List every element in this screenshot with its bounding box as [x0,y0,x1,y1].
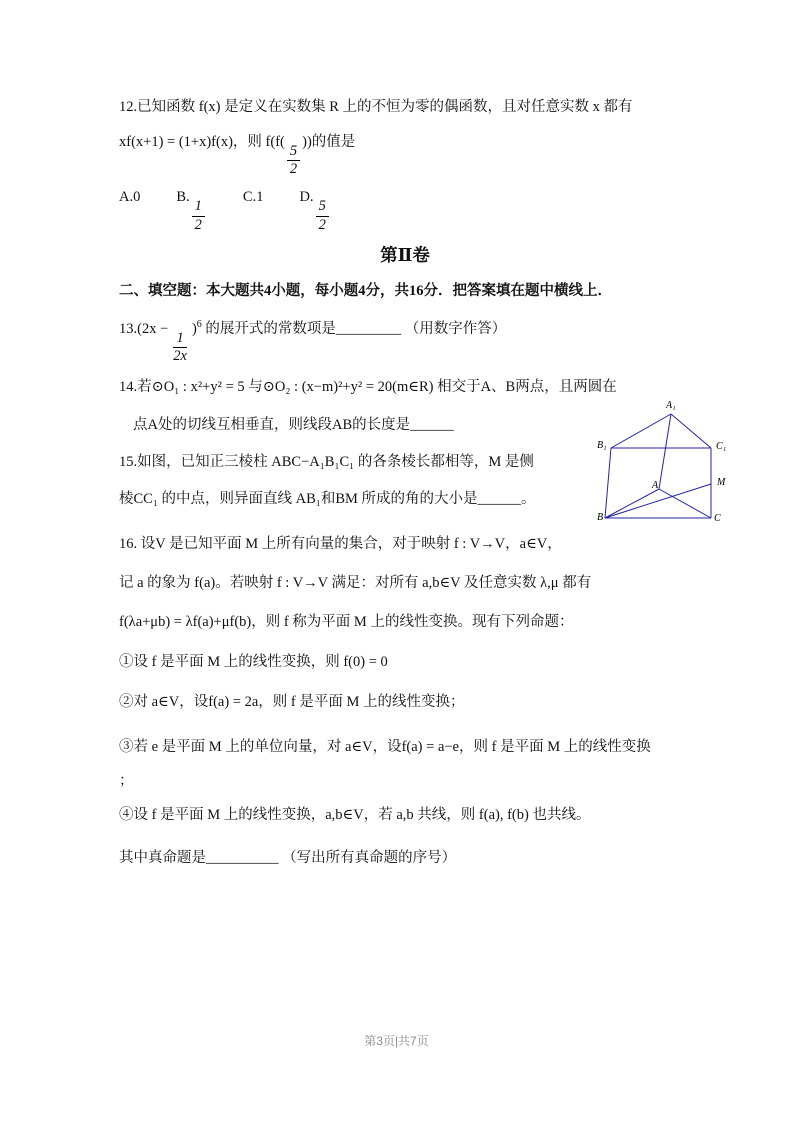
prism-lines [605,414,711,518]
fraction-denominator: 2x [173,347,187,364]
fraction-five-halves-option [316,199,329,232]
fraction-denominator: 2 [194,216,202,233]
question-16-item-3: ③若 e 是平面 M 上的单位向量，对 a∈V，设f(a) = a−e，则 f 是平面 M 上的线性变换 [119,739,651,756]
question-15-line-2: 棱CC₁ 的中点，则异面直线 AB₁和BM 所成的角的大小是______。 [119,491,536,508]
section-title: 第Ⅱ卷 [380,244,430,265]
section-instructions: 二、填空题：本大题共4小题，每小题4分，共16分．把答案填在题中横线上． [119,282,612,299]
question-16-line-2: 记 a 的象为 f(a)。若映射 f : V→V 满足：对所有 a,b∈V 及任意实数 λ,μ 都有 [119,575,592,592]
question-16-line-3: f(λa+μb) = λf(a)+μf(b)，则 f 称为平面 M 上的线性变换。现有下列命题： [119,614,574,631]
question-16-item-3-continued: ； [119,773,134,790]
fraction-denominator: 2 [289,161,298,178]
option-a: A.0 [119,189,141,206]
fraction-denominator: 2 [318,216,326,233]
question-12-line-1: 12.已知函数 f(x) 是定义在实数集 R 上的不恒为零的偶函数，且对任意实数 x 都有 [119,99,633,115]
vertex-label-b1: B₁ [597,440,607,451]
question-12-equation: xf(x+1) = (1+x)f(x)，则 f(f( [119,134,285,150]
question-13-tail: 的展开式的常数项是_________ （用数字作答） [201,320,507,337]
question-12-line-2 [119,132,691,177]
fraction-one-over-2x [170,331,190,364]
vertex-label-c: C [714,513,721,524]
question-15-line-1: 15.如图，已知正三棱柱 ABC−A₁B₁C₁ 的各条棱长都相等，M 是侧 [119,454,534,471]
fraction-numerator: 1 [192,199,205,216]
question-13-line [119,314,691,364]
fraction-numerator: 5 [287,144,300,161]
question-16-item-2: ②对 a∈V，设f(a) = 2a，则 f 是平面 M 上的线性变换； [119,694,465,711]
question-14-line-2: 点A处的切线互相垂直，则线段AB的长度是______ [133,417,454,434]
option-b [176,187,207,232]
q15-prism-figure [597,400,737,534]
vertex-label-a1: A₁ [666,400,676,411]
vertex-label-b: B [597,512,604,523]
fraction-numerator: 1 [173,331,186,348]
question-16-item-4: ④设 f 是平面 M 上的线性变换，a,b∈V，若 a,b 共线，则 f(a), f(b) 也共线。 [119,807,591,824]
option-d-label: D. [299,189,314,206]
vertex-label-c1: C₁ [716,441,727,452]
question-13-expression: 13.(2x − [119,320,169,337]
exponent-six: 6 [196,318,202,330]
option-c: C.1 [242,189,264,206]
fraction-numerator: 5 [316,199,329,216]
fraction-five-halves [287,144,300,177]
question-16-item-1: ①设 f 是平面 M 上的线性变换，则 f(0) = 0 [119,654,388,671]
question-16-line-1: 16. 设V 是已知平面 M 上所有向量的集合，对于映射 f : V→V，a∈V， [119,536,562,553]
question-12-line-2-tail: ))的值是 [302,134,356,150]
option-d [299,187,330,232]
vertex-label-a: A [652,480,659,491]
question-14-line-1: 14.若⊙O₁ : x²+y² = 5 与⊙O₂ : (x−m)²+y² = 20(m∈R) 相交于A、B两点，且两圆在 [119,379,617,396]
question-12-options [119,187,691,232]
page-footer: 第3页|共7页 [364,1034,429,1048]
question-16-answer-blank: 其中真命题是__________ （写出所有真命题的序号） [119,850,457,867]
fraction-one-half [192,199,205,232]
option-b-label: B. [176,189,190,206]
question-13-close-paren: ) [191,320,197,337]
midpoint-label-m: M [717,477,726,488]
